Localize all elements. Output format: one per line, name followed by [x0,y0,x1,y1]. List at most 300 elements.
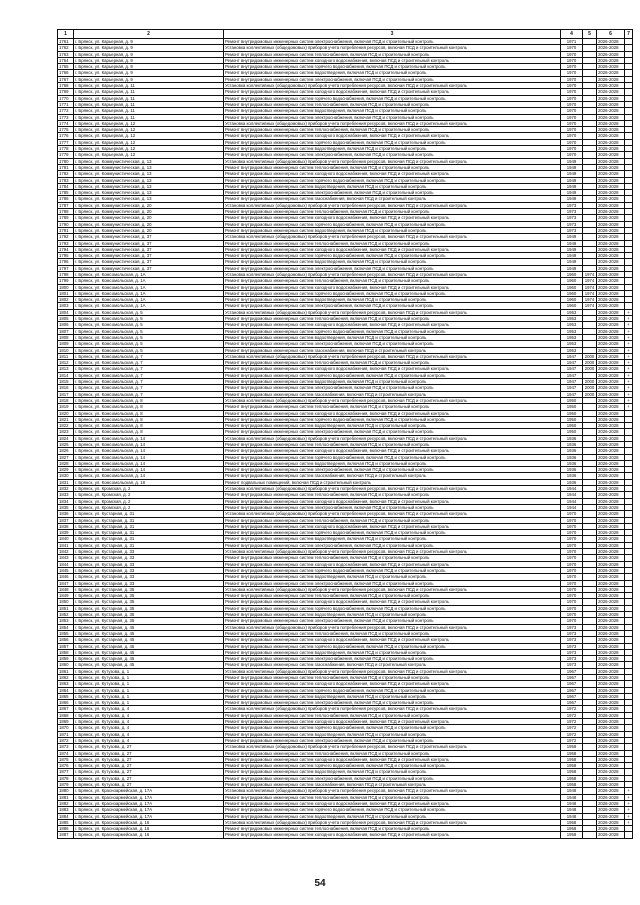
mark-cell: + [625,316,633,322]
row-number-cell: 1794 [58,246,74,252]
period-cell: 2026-2028 [597,549,625,555]
row-number-cell: 1870 [58,725,74,731]
build-year-cell: 1936 [561,479,583,485]
build-year-cell: 1944 [561,486,583,492]
address-cell: г. Брянск, ул. Комсомольская, д. 7 [74,360,224,366]
row-number-cell: 1783 [58,177,74,183]
work-type-cell: Установка коллективных (общедомовых) приборов учета потребления ресурсов, включая ПСД и строительный контроль [224,668,561,674]
period-cell: 2026-2028 [597,668,625,674]
row-number-cell: 1811 [58,353,74,359]
address-cell: г. Брянск, ул. Кутузова, д. 1 [74,681,224,687]
period-cell: 2026-2028 [597,756,625,762]
row-number-cell: 1874 [58,750,74,756]
address-cell: г. Брянск, ул. Кустарная, д. 45 [74,637,224,643]
address-cell: г. Брянск, ул. Комсомольская, д. 5 [74,309,224,315]
row-number-cell: 1816 [58,385,74,391]
build-year-cell: 1949 [561,196,583,202]
mark-cell [625,832,633,838]
work-type-cell: Ремонт внутридомовых инженерных систем газоснабжения, включая ПСД и строительный контроль [224,196,561,202]
address-cell: г. Брянск, ул. Кутузова, д. 4 [74,737,224,743]
row-number-cell: 1828 [58,460,74,466]
address-cell: г. Брянск, ул. Комсомольская, д. 5 [74,328,224,334]
work-type-cell: Установка коллективных (общедомовых) приборов учета потребления ресурсов, включая ПСД и строительный контроль [224,788,561,794]
period-cell: 2026-2028 [597,693,625,699]
row-number-cell: 1823 [58,429,74,435]
build-year-cell: 1948 [561,807,583,813]
build-year-cell: 1973 [561,656,583,662]
address-cell: г. Брянск, ул. Карьерная, д. 9 [74,45,224,51]
build-year-cell: 1970 [561,127,583,133]
work-type-cell: Ремонт внутридомовых инженерных систем холодного водоснабжения, включая ПСД и строительный контроль [224,410,561,416]
address-cell: г. Брянск, ул. Кустарная, д. 31 [74,542,224,548]
row-number-cell: 1865 [58,693,74,699]
period-cell: 2026-2028 [597,83,625,89]
period-cell: 2026-2028 [597,70,625,76]
build-year-cell: 1970 [561,580,583,586]
work-type-cell: Ремонт внутридомовых инженерных систем горячего водоснабжения, включая ПСД и строительный контроль [224,567,561,573]
build-year-cell: 1958 [561,769,583,775]
period-cell: 2026-2028 [597,114,625,120]
address-cell: г. Брянск, ул. Комсомольская, д. 5 [74,341,224,347]
build-year-cell: 1958 [561,744,583,750]
work-type-cell: Ремонт внутридомовых инженерных систем водоотведения, включая ПСД и строительный контроль [224,574,561,580]
row-number-cell: 1786 [58,196,74,202]
mark-cell: + [625,347,633,353]
address-cell: г. Брянск, ул. Карьерная, д. 11 [74,83,224,89]
period-cell: 2026-2028 [597,649,625,655]
address-cell: г. Брянск, ул. Кустарная, д. 45 [74,630,224,636]
row-number-cell: 1833 [58,492,74,498]
period-cell: 2026-2028 [597,209,625,215]
build-year-cell: 1944 [561,504,583,510]
work-type-cell: Ремонт внутридомовых инженерных систем теплоснабжения, включая ПСД и строительный контроль [224,826,561,832]
reconstruction-year-cell: 2000 [583,360,597,366]
period-cell: 2026-2028 [597,290,625,296]
period-cell: 2026-2028 [597,492,625,498]
row-number-cell: 1866 [58,700,74,706]
work-type-cell: Ремонт внутридомовых инженерных систем холодного водоснабжения, включая ПСД и строительный контроль [224,171,561,177]
work-type-cell: Ремонт внутридомовых инженерных систем горячего водоснабжения, включая ПСД и строительный контроль [224,763,561,769]
period-cell: 2026-2028 [597,775,625,781]
row-number-cell: 1837 [58,517,74,523]
build-year-cell: 1970 [561,523,583,529]
row-number-cell: 1884 [58,813,74,819]
build-year-cell: 1970 [561,549,583,555]
mark-cell: + [625,391,633,397]
work-type-cell: Ремонт внутридомовых инженерных систем электроснабжения, включая ПСД и строительный контроль [224,76,561,82]
address-cell: г. Брянск, ул. Комсомольская, д. 1А [74,297,224,303]
build-year-cell: 1949 [561,240,583,246]
work-type-cell: Ремонт внутридомовых инженерных систем водоотведения, включая ПСД и строительный контроль [224,769,561,775]
address-cell: г. Брянск, ул. Коммунистическая, д. 20 [74,227,224,233]
work-type-cell: Установка коллективных (общедомовых) приборов учета потребления ресурсов, включая ПСД и строительный контроль [224,435,561,441]
build-year-cell: 1970 [561,70,583,76]
period-cell: 2026-2028 [597,227,625,233]
period-cell: 2026-2028 [597,593,625,599]
row-number-cell: 1788 [58,209,74,215]
row-number-cell: 1812 [58,360,74,366]
period-cell: 2026-2028 [597,410,625,416]
work-type-cell: Ремонт внутридомовых инженерных систем водоотведения, включая ПСД и строительный контроль [224,612,561,618]
mark-cell: + [625,404,633,410]
address-cell: г. Брянск, ул. Кутузова, д. 4 [74,725,224,731]
period-cell: 2026-2028 [597,612,625,618]
work-type-cell: Ремонт внутридомовых инженерных систем горячего водоснабжения, включая ПСД и строительный контроль [224,605,561,611]
work-type-cell: Ремонт внутридомовых инженерных систем холодного водоснабжения, включая ПСД и строительный контроль [224,561,561,567]
work-type-cell: Ремонт внутридомовых инженерных систем водоотведения, включая ПСД и строительный контроль [224,731,561,737]
row-number-cell: 1831 [58,479,74,485]
work-type-cell: Установка коллективных (общедомовых) приборов учета потребления ресурсов, включая ПСД и строительный контроль [224,624,561,630]
period-cell: 2026-2028 [597,473,625,479]
reconstruction-year-cell: 2000 [583,353,597,359]
period-cell: 2026-2028 [597,265,625,271]
work-type-cell: Ремонт внутридомовых инженерных систем горячего водоснабжения, включая ПСД и строительный контроль [224,139,561,145]
row-number-cell: 1832 [58,486,74,492]
work-type-cell: Ремонт внутридомовых инженерных систем электроснабжения, включая ПСД и строительный контроль [224,467,561,473]
row-number-cell: 1763 [58,51,74,57]
build-year-cell: 1970 [561,83,583,89]
header-cell: 7 [625,30,633,39]
work-type-cell: Ремонт внутридомовых инженерных систем холодного водоснабжения, включая ПСД и строительный контроль [224,246,561,252]
period-cell: 2026-2028 [597,681,625,687]
work-type-cell: Ремонт внутридомовых инженерных систем водоотведения, включая ПСД и строительный контроль [224,259,561,265]
work-type-cell: Ремонт внутридомовых инженерных систем водоотведения, включая ПСД и строительный контроль [224,379,561,385]
row-number-cell: 1856 [58,637,74,643]
address-cell: г. Брянск, ул. Кутузова, д. 1 [74,687,224,693]
build-year-cell: 1970 [561,612,583,618]
period-cell: 2026-2028 [597,511,625,517]
period-cell: 2026-2028 [597,57,625,63]
period-cell: 2026-2028 [597,215,625,221]
build-year-cell: 1958 [561,826,583,832]
build-year-cell: 1936 [561,442,583,448]
period-cell: 2026-2028 [597,76,625,82]
build-year-cell: 1958 [561,775,583,781]
build-year-cell: 1972 [561,706,583,712]
row-number-cell: 1792 [58,234,74,240]
address-cell: г. Брянск, ул. Кромская, д. 2 [74,492,224,498]
page-number: 54 [314,878,326,889]
address-cell: г. Брянск, ул. Кутузова, д. 4 [74,731,224,737]
period-cell: 2026-2028 [597,190,625,196]
work-type-cell: Ремонт внутридомовых инженерных систем горячего водоснабжения, включая ПСД и строительный контроль [224,725,561,731]
mark-cell: + [625,334,633,340]
address-cell: г. Брянск, ул. Коммунистическая, д. 13 [74,183,224,189]
address-cell: г. Брянск, ул. Кромская, д. 2 [74,486,224,492]
work-type-cell: Ремонт внутридомовых инженерных систем горячего водоснабжения, включая ПСД и строительный контроль [224,328,561,334]
header-cell: 5 [583,30,597,39]
address-cell: г. Брянск, ул. Кустарная, д. 35 [74,599,224,605]
row-number-cell: 1827 [58,454,74,460]
work-type-cell: Установка коллективных (общедомовых) приборов учета потребления ресурсов, включая ПСД и строительный контроль [224,158,561,164]
row-number-cell: 1777 [58,139,74,145]
build-year-cell: 1947 [561,360,583,366]
address-cell: г. Брянск, ул. Комсомольская, д. 1А [74,303,224,309]
period-cell: 2026-2028 [597,152,625,158]
period-cell: 2026-2028 [597,523,625,529]
build-year-cell: 1973 [561,227,583,233]
address-cell: г. Брянск, ул. Комсомольская, д. 1А [74,290,224,296]
address-cell: г. Брянск, ул. Кустарная, д. 35 [74,618,224,624]
row-number-cell: 1784 [58,183,74,189]
build-year-cell: 1958 [561,819,583,825]
work-type-cell: Ремонт внутридомовых инженерных систем холодного водоснабжения, включая ПСД и строительный контроль [224,215,561,221]
mark-cell: + [625,372,633,378]
period-cell: 2026-2028 [597,567,625,573]
build-year-cell: 1970 [561,114,583,120]
period-cell: 2026-2028 [597,416,625,422]
period-cell: 2026-2028 [597,171,625,177]
build-year-cell: 1947 [561,391,583,397]
work-type-cell: Ремонт внутридомовых инженерных систем электроснабжения, включая ПСД и строительный контроль [224,775,561,781]
row-number-cell: 1863 [58,681,74,687]
row-number-cell: 1885 [58,819,74,825]
build-year-cell: 1958 [561,750,583,756]
build-year-cell: 1936 [561,467,583,473]
address-cell: г. Брянск, ул. Красноармейская, д. 17А [74,807,224,813]
build-year-cell: 1972 [561,725,583,731]
period-cell: 2026-2028 [597,64,625,70]
row-number-cell: 1858 [58,649,74,655]
address-cell: г. Брянск, ул. Карьерная, д. 11 [74,89,224,95]
row-number-cell: 1848 [58,586,74,592]
work-type-cell: Ремонт внутридомовых инженерных систем холодного водоснабжения, включая ПСД и строительный контроль [224,284,561,290]
work-type-cell: Установка коллективных (общедомовых) приборов учета потребления ресурсов, включая ПСД и строительный контроль [224,271,561,277]
build-year-cell: 1970 [561,586,583,592]
period-cell: 2026-2028 [597,637,625,643]
period-cell: 2026-2028 [597,271,625,277]
work-type-cell: Ремонт внутридомовых инженерных систем теплоснабжения, включая ПСД и строительный контроль [224,404,561,410]
build-year-cell: 1949 [561,171,583,177]
address-cell: г. Брянск, ул. Кустарная, д. 33 [74,580,224,586]
period-cell: 2026-2028 [597,284,625,290]
row-number-cell: 1820 [58,410,74,416]
build-year-cell: 1960 [561,297,583,303]
row-number-cell: 1761 [58,39,74,45]
address-cell: г. Брянск, ул. Коммунистическая, д. 37 [74,234,224,240]
period-cell: 2026-2028 [597,542,625,548]
build-year-cell: 1970 [561,593,583,599]
mark-cell: + [625,360,633,366]
row-number-cell: 1873 [58,744,74,750]
work-type-cell: Установка коллективных (общедомовых) приборов учета потребления ресурсов, включая ПСД и строительный контроль [224,397,561,403]
address-cell: г. Брянск, ул. Кромская, д. 2 [74,504,224,510]
build-year-cell: 1973 [561,202,583,208]
work-type-cell: Ремонт внутридомовых инженерных систем горячего водоснабжения, включая ПСД и строительный контроль [224,177,561,183]
build-year-cell: 1971 [561,39,583,45]
period-cell: 2026-2028 [597,826,625,832]
period-cell: 2026-2028 [597,744,625,750]
period-cell: 2026-2028 [597,700,625,706]
build-year-cell: 1967 [561,681,583,687]
work-type-cell: Ремонт внутридомовых инженерных систем теплоснабжения, включая ПСД и строительный контроль [224,360,561,366]
build-year-cell: 1958 [561,756,583,762]
mark-cell: + [625,322,633,328]
period-cell: 2026-2028 [597,423,625,429]
mark-cell: + [625,819,633,825]
period-cell: 2026-2028 [597,95,625,101]
period-cell: 2026-2028 [597,391,625,397]
row-number-cell: 1803 [58,303,74,309]
work-type-cell: Ремонт внутридомовых инженерных систем электроснабжения, включая ПСД и строительный контроль [224,737,561,743]
address-cell: г. Брянск, ул. Красноармейская, д. 17А [74,800,224,806]
period-cell: 2026-2028 [597,278,625,284]
row-number-cell: 1800 [58,284,74,290]
row-number-cell: 1782 [58,171,74,177]
work-type-cell: Ремонт внутридомовых инженерных систем электроснабжения, включая ПСД и строительный контроль [224,700,561,706]
address-cell: г. Брянск, ул. Карьерная, д. 9 [74,57,224,63]
row-number-cell: 1887 [58,832,74,838]
work-type-cell: Ремонт внутридомовых инженерных систем холодного водоснабжения, включая ПСД и строительный контроль [224,89,561,95]
build-year-cell: 1958 [561,782,583,788]
build-year-cell: 1958 [561,763,583,769]
row-number-cell: 1772 [58,108,74,114]
build-year-cell: 1970 [561,101,583,107]
row-number-cell: 1849 [58,593,74,599]
work-type-cell: Ремонт внутридомовых инженерных систем газоснабжения, включая ПСД и строительный контроль [224,347,561,353]
period-cell: 2026-2028 [597,460,625,466]
row-number-cell: 1805 [58,316,74,322]
build-year-cell: 1973 [561,637,583,643]
row-number-cell: 1765 [58,64,74,70]
address-cell: г. Брянск, ул. Кустарная, д. 45 [74,624,224,630]
address-cell: г. Брянск, ул. Красноармейская, д. 16 [74,819,224,825]
row-number-cell: 1855 [58,630,74,636]
address-cell: г. Брянск, ул. Комсомольская, д. 5 [74,347,224,353]
period-cell: 2026-2028 [597,662,625,668]
period-cell: 2026-2028 [597,719,625,725]
build-year-cell: 1953 [561,341,583,347]
build-year-cell: 1953 [561,347,583,353]
address-cell: г. Брянск, ул. Коммунистическая, д. 13 [74,196,224,202]
work-type-cell: Ремонт внутридомовых инженерных систем газоснабжения, включая ПСД и строительный контроль [224,473,561,479]
work-type-cell: Ремонт внутридомовых инженерных систем электроснабжения, включая ПСД и строительный контроль [224,152,561,158]
work-type-cell: Ремонт внутридомовых инженерных систем водоотведения, включая ПСД и строительный контроль [224,423,561,429]
build-year-cell: 1936 [561,435,583,441]
period-cell: 2026-2028 [597,769,625,775]
row-number-cell: 1804 [58,309,74,315]
row-number-cell: 1843 [58,555,74,561]
address-cell: г. Брянск, ул. Карьерная, д. 12 [74,139,224,145]
work-type-cell: Ремонт внутридомовых инженерных систем горячего водоснабжения, включая ПСД и строительный контроль [224,643,561,649]
address-cell: г. Брянск, ул. Коммунистическая, д. 37 [74,240,224,246]
period-cell: 2026-2028 [597,819,625,825]
work-type-cell: Ремонт внутридомовых инженерных систем газоснабжения, включая ПСД и строительный контроль [224,782,561,788]
works-table-sheet [57,29,632,839]
period-cell: 2026-2028 [597,706,625,712]
build-year-cell: 1967 [561,668,583,674]
build-year-cell: 1949 [561,158,583,164]
row-number-cell: 1768 [58,83,74,89]
address-cell: г. Брянск, ул. Кустарная, д. 33 [74,567,224,573]
mark-cell: + [625,379,633,385]
work-type-cell: Ремонт внутридомовых инженерных систем холодного водоснабжения, включая ПСД и строительный контроль [224,681,561,687]
work-type-cell: Ремонт внутридомовых инженерных систем горячего водоснабжения, включая ПСД и строительный контроль [224,221,561,227]
period-cell: 2026-2028 [597,397,625,403]
row-number-cell: 1846 [58,574,74,580]
row-number-cell: 1776 [58,133,74,139]
row-number-cell: 1876 [58,763,74,769]
mark-cell: + [625,397,633,403]
address-cell: г. Брянск, ул. Коммунистическая, д. 37 [74,259,224,265]
period-cell: 2026-2028 [597,517,625,523]
row-number-cell: 1826 [58,448,74,454]
build-year-cell: 1970 [561,561,583,567]
build-year-cell: 1970 [561,599,583,605]
work-type-cell: Ремонт внутридомовых инженерных систем теплоснабжения, включая ПСД и строительный контроль [224,492,561,498]
row-number-cell: 1787 [58,202,74,208]
work-type-cell: Установка коллективных (общедомовых) приборов учета потребления ресурсов, включая ПСД и строительный контроль [224,549,561,555]
row-number-cell: 1817 [58,391,74,397]
period-cell: 2026-2028 [597,530,625,536]
period-cell: 2026-2028 [597,605,625,611]
mark-cell: + [625,807,633,813]
address-cell: г. Брянск, ул. Красноармейская, д. 17А [74,794,224,800]
row-number-cell: 1824 [58,435,74,441]
mark-cell: + [625,385,633,391]
work-type-cell: Установка коллективных (общедомовых) приборов учета потребления ресурсов, включая ПСД и строительный контроль [224,309,561,315]
row-number-cell: 1810 [58,347,74,353]
build-year-cell: 1960 [561,271,583,277]
build-year-cell: 1948 [561,794,583,800]
address-cell: г. Брянск, ул. Карьерная, д. 11 [74,101,224,107]
address-cell: г. Брянск, ул. Карьерная, д. 9 [74,64,224,70]
build-year-cell: 1949 [561,253,583,259]
period-cell: 2026-2028 [597,504,625,510]
build-year-cell: 1970 [561,618,583,624]
reconstruction-year-cell: 1974 [583,303,597,309]
row-number-cell: 1818 [58,397,74,403]
period-cell: 2026-2028 [597,687,625,693]
address-cell: г. Брянск, ул. Кутузова, д. 1 [74,668,224,674]
period-cell: 2026-2028 [597,133,625,139]
build-year-cell: 1970 [561,57,583,63]
row-number-cell: 1793 [58,240,74,246]
row-number-cell: 1851 [58,605,74,611]
build-year-cell: 1973 [561,624,583,630]
row-number-cell: 1791 [58,227,74,233]
row-number-cell: 1850 [58,599,74,605]
address-cell: г. Брянск, ул. Комсомольская, д. 8 [74,404,224,410]
period-cell: 2026-2028 [597,366,625,372]
period-cell: 2026-2028 [597,353,625,359]
period-cell: 2026-2028 [597,536,625,542]
row-number-cell: 1795 [58,253,74,259]
work-type-cell: Ремонт подвальных помещений, включая ПСД и строительный контроль [224,479,561,485]
build-year-cell: 1949 [561,265,583,271]
build-year-cell: 1970 [561,139,583,145]
row-number-cell: 1868 [58,712,74,718]
work-type-cell: Ремонт внутридомовых инженерных систем горячего водоснабжения, включая ПСД и строительный контроль [224,416,561,422]
period-cell: 2026-2028 [597,334,625,340]
work-type-cell: Ремонт внутридомовых инженерных систем холодного водоснабжения, включая ПСД и строительный контроль [224,637,561,643]
work-type-cell: Ремонт внутридомовых инженерных систем водоотведения, включая ПСД и строительный контроль [224,183,561,189]
mark-cell: + [625,788,633,794]
period-cell: 2026-2028 [597,341,625,347]
work-type-cell: Установка коллективных (общедомовых) приборов учета потребления ресурсов, включая ПСД и строительный контроль [224,486,561,492]
reconstruction-year-cell [583,832,597,838]
row-number-cell: 1773 [58,114,74,120]
address-cell: г. Брянск, ул. Коммунистическая, д. 13 [74,164,224,170]
reconstruction-year-cell: 1974 [583,278,597,284]
period-cell: 2026-2028 [597,643,625,649]
address-cell: г. Брянск, ул. Комсомольская, д. 14 [74,454,224,460]
work-type-cell: Ремонт внутридомовых инженерных систем теплоснабжения, включая ПСД и строительный контроль [224,750,561,756]
work-type-cell: Ремонт внутридомовых инженерных систем электроснабжения, включая ПСД и строительный контроль [224,39,561,45]
period-cell: 2026-2028 [597,240,625,246]
build-year-cell: 1970 [561,89,583,95]
build-year-cell: 1967 [561,700,583,706]
